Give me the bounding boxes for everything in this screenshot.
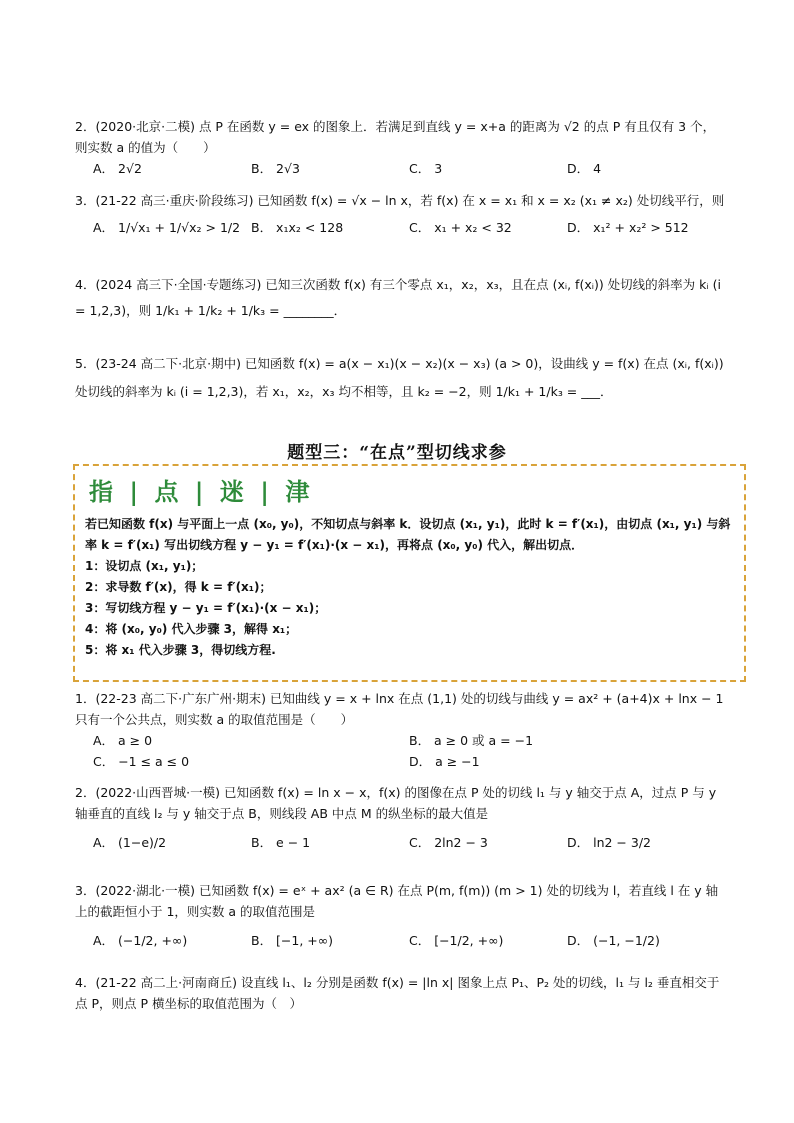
option-d: D． x₁² + x₂² > 512 [567, 220, 689, 235]
question-text: 4．(2024 高三下·全国·专题练习) 已知三次函数 f(x) 有三个零点 x₁，x₂，x₃，且在点 (xᵢ, f(xᵢ)) 处切线的斜率为 kᵢ (i = 1,2,3)，则 1/k₁ + 1/k₂ + 1/k₃ = ________． [75, 277, 721, 318]
question-text: 3．(2022·湖北·一模) 已知函数 f(x) = eˣ + ax² (a ∈ R) 在点 P(m, f(m)) (m > 1) 处的切线为 l，若直线 l 在 y 轴上的截距恒小于 1，则实数 a 的取值范围是 [75, 883, 719, 919]
tip-step-2: 2：求导数 f′(x)，得 k = f′(x₁)； [85, 580, 272, 594]
options [93, 930, 725, 951]
tip-intro: 若已知函数 f(x) 与平面上一点 (x₀, y₀)，不知切点与斜率 k．设切点 (x₁, y₁)，此时 k = f′(x₁)，由切点 (x₁, y₁) 与斜率 k = f′(x₁) 写出切线方程 y − y₁ = f′(x₁)·(x − x₁)，再将点 (x₀, y₀) 代入，解出切点． [85, 517, 731, 552]
option-b: B． x₁x₂ < 128 [251, 220, 344, 235]
option-c: C． 2ln2 − 3 [409, 835, 488, 850]
question-2-top [75, 116, 725, 179]
section-heading: 题型三：“在点”型切线求参 [287, 443, 507, 463]
question-3-bottom [75, 880, 725, 951]
option-c: C． −1 ≤ a ≤ 0 [93, 754, 190, 769]
question-text: 2．(2020·北京·二模) 点 P 在函数 y = ex 的图象上．若满足到直线 y = x+a 的距离为 √2 的点 P 有且仅有 3 个，则实数 a 的值为（ ） [75, 119, 716, 155]
option-c: C． x₁ + x₂ < 32 [409, 220, 512, 235]
option-a: A． 2√2 [93, 161, 142, 176]
option-a: A． 1/√x₁ + 1/√x₂ > 1/2 [93, 220, 241, 235]
option-b: B． a ≥ 0 或 a = −1 [409, 733, 534, 748]
question-text: 2．(2022·山西晋城·一模) 已知函数 f(x) = ln x − x，f(x) 的图像在点 P 处的切线 l₁ 与 y 轴交于点 A，过点 P 与 y 轴垂直的直线 l₂ 与 y 轴交于点 B，则线段 AB 中点 M 的纵坐标的最大值是 [75, 785, 717, 821]
options [93, 217, 725, 238]
tip-body [85, 514, 735, 661]
option-a: A． a ≥ 0 [93, 733, 153, 748]
option-d: D． (−1, −1/2) [567, 933, 660, 948]
question-1-bottom [75, 688, 725, 772]
question-2-bottom [75, 782, 725, 853]
tip-title: 指 | 点 | 迷 | 津 [89, 477, 314, 506]
question-3-top [75, 190, 725, 238]
question-text: 5．(23-24 高二下·北京·期中) 已知函数 f(x) = a(x − x₁)(x − x₂)(x − x₃) (a > 0)，设曲线 y = f(x) 在点 (xᵢ, f(xᵢ)) 处切线的斜率为 kᵢ (i = 1,2,3)，若 x₁，x₂，x₃ 均不相等，且 k₂ = −2，则 1/k₁ + 1/k₃ = ___． [75, 356, 724, 399]
options [93, 730, 725, 772]
option-a: A． (−1/2, +∞) [93, 933, 188, 948]
tip-step-4: 4：将 (x₀, y₀) 代入步骤 3，解得 x₁； [85, 622, 298, 636]
question-text: 1．(22-23 高二下·广东广州·期末) 已知曲线 y = x + lnx 在点 (1,1) 处的切线与曲线 y = ax² + (a+4)x + lnx − 1 只有一个公共点，则实数 a 的取值范围是（ ） [75, 691, 724, 727]
option-a: A． (1−e)/2 [93, 835, 167, 850]
question-text: 4．(21-22 高二上·河南商丘) 设直线 l₁、l₂ 分别是函数 f(x) = |ln x| 图象上点 P₁、P₂ 处的切线，l₁ 与 l₂ 垂直相交于点 P，则点 P 横坐标的取值范围为（ ） [75, 975, 720, 1011]
options [93, 158, 725, 179]
option-d: D． 4 [567, 161, 602, 176]
tip-step-5: 5：将 x₁ 代入步骤 3，得切线方程. [85, 643, 276, 657]
tip-step-3: 3：写切线方程 y − y₁ = f′(x₁)·(x − x₁)； [85, 601, 327, 615]
option-c: C． 3 [409, 161, 443, 176]
question-4-top [75, 272, 725, 324]
option-b: B． e − 1 [251, 835, 311, 850]
tip-step-1: 1：设切点 (x₁, y₁)； [85, 559, 204, 573]
question-5-top [75, 350, 725, 406]
option-b: B． 2√3 [251, 161, 300, 176]
option-d: D． ln2 − 3/2 [567, 835, 651, 850]
option-b: B． [−1, +∞) [251, 933, 334, 948]
option-d: D． a ≥ −1 [409, 754, 480, 769]
option-c: C． [−1/2, +∞) [409, 933, 504, 948]
question-text: 3．(21-22 高三·重庆·阶段练习) 已知函数 f(x) = √x − ln x，若 f(x) 在 x = x₁ 和 x = x₂ (x₁ ≠ x₂) 处切线平行，则 [75, 193, 725, 208]
options [93, 832, 725, 853]
tip-box [73, 464, 746, 682]
question-4-bottom [75, 972, 725, 1014]
